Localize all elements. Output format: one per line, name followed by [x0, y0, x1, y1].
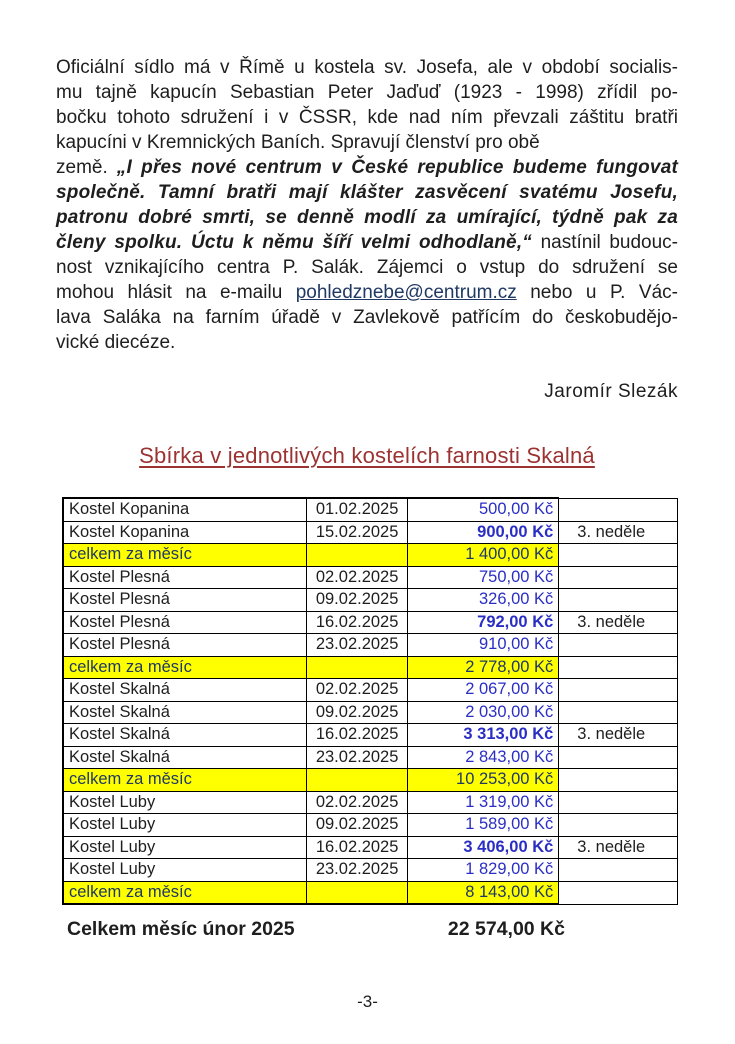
amount-cell: 8 143,00 Kč [408, 881, 559, 904]
church-cell: Kostel Luby [63, 859, 307, 882]
church-cell: Kostel Skalná [63, 701, 307, 724]
author-name: Jaromír Slezák [544, 381, 678, 402]
date-cell: 02.02.2025 [307, 566, 408, 589]
body-text: lava Saláka na farním úřadě v Zavlekově patřícím do českobudějo- [56, 307, 678, 328]
quote-text: „I přes nové centrum v České republice budeme fungovat [116, 157, 678, 178]
date-cell [307, 656, 408, 679]
table-row [63, 701, 678, 724]
month-total-amount: 22 574,00 Kč [447, 918, 565, 940]
body-text: země. [56, 157, 117, 178]
date-cell: 09.02.2025 [307, 589, 408, 612]
paragraph-line [56, 330, 678, 355]
church-cell: Kostel Skalná [63, 724, 307, 747]
date-cell [307, 769, 408, 792]
paragraph-line [56, 55, 678, 80]
table-row [63, 521, 678, 544]
date-cell [307, 544, 408, 567]
table-row [63, 791, 678, 814]
note-cell-empty [559, 634, 678, 657]
amount-cell: 500,00 Kč [408, 498, 559, 521]
page-number: -3- [357, 992, 378, 1011]
amount-cell: 2 067,00 Kč [408, 679, 559, 702]
church-cell: Kostel Plesná [63, 566, 307, 589]
paragraph-line [56, 155, 678, 180]
note-cell-empty [559, 769, 678, 792]
church-cell: Kostel Kopanina [63, 521, 307, 544]
body-text: mu tajně kapucín Sebastian Peter Jaďuď (1923 - 1998) zřídil po- [56, 82, 678, 103]
table-row [63, 769, 678, 792]
amount-cell: 2 778,00 Kč [408, 656, 559, 679]
date-cell: 16.02.2025 [307, 724, 408, 747]
note-cell-empty [559, 679, 678, 702]
table-row [63, 611, 678, 634]
date-cell [307, 881, 408, 904]
paragraph-line [56, 230, 678, 255]
month-total-label: Celkem měsíc únor 2025 [67, 918, 295, 940]
church-cell: Kostel Plesná [63, 611, 307, 634]
note-cell-empty [559, 881, 678, 904]
paragraph-line [56, 80, 678, 105]
amount-cell: 792,00 Kč [408, 611, 559, 634]
table-row [63, 679, 678, 702]
date-cell: 23.02.2025 [307, 746, 408, 769]
note-cell-empty [559, 746, 678, 769]
date-cell: 16.02.2025 [307, 611, 408, 634]
body-text: mohou hlásit na e-mailu [56, 282, 296, 303]
note-cell-empty [559, 859, 678, 882]
amount-cell: 1 589,00 Kč [408, 814, 559, 837]
table-row [63, 859, 678, 882]
date-cell: 02.02.2025 [307, 791, 408, 814]
table-row [63, 498, 678, 521]
church-cell: Kostel Luby [63, 814, 307, 837]
amount-cell: 750,00 Kč [408, 566, 559, 589]
date-cell: 09.02.2025 [307, 701, 408, 724]
body-text: kapucíni v Kremnických Baních. Spravují členství pro obě [56, 132, 540, 153]
body-text: nost vznikajícího centra P. Salák. Zájemci o vstup do sdružení se [56, 257, 678, 278]
note-cell-empty [559, 589, 678, 612]
amount-cell: 3 406,00 Kč [408, 836, 559, 859]
note-cell-empty [559, 566, 678, 589]
table-row [63, 589, 678, 612]
date-cell: 23.02.2025 [307, 859, 408, 882]
table-row [63, 836, 678, 859]
date-cell: 09.02.2025 [307, 814, 408, 837]
note-cell-empty [559, 791, 678, 814]
amount-cell: 10 253,00 Kč [408, 769, 559, 792]
email-link[interactable]: pohledznebe@centrum.cz [295, 282, 517, 303]
church-cell: Kostel Luby [63, 836, 307, 859]
table-row [63, 746, 678, 769]
third-sunday-note: 3. neděle [559, 836, 678, 859]
paragraph-line [56, 105, 678, 130]
table-row [63, 566, 678, 589]
quote-text: členy spolku. Úctu k němu šíří velmi odhodlaně,“ [56, 232, 533, 253]
amount-cell: 326,00 Kč [408, 589, 559, 612]
total-label-cell: celkem za měsíc [63, 544, 307, 567]
amount-cell: 1 319,00 Kč [408, 791, 559, 814]
collection-table-body [63, 498, 678, 904]
amount-cell: 910,00 Kč [408, 634, 559, 657]
paragraph-line [56, 280, 678, 305]
church-cell: Kostel Plesná [63, 589, 307, 612]
amount-cell: 900,00 Kč [408, 521, 559, 544]
third-sunday-note: 3. neděle [559, 611, 678, 634]
date-cell: 16.02.2025 [307, 836, 408, 859]
table-row [63, 544, 678, 567]
table-row [63, 634, 678, 657]
total-label-cell: celkem za měsíc [63, 769, 307, 792]
quote-text: patronu dobré smrti, se denně modlí za umírající, týdně pak za [56, 207, 678, 228]
body-text: vické diecéze. [56, 332, 176, 353]
amount-cell: 1 829,00 Kč [408, 859, 559, 882]
quote-text: společně. Tamní bratři mají klášter zasvěcení svatému Josefu, [56, 182, 678, 203]
note-cell-empty [559, 701, 678, 724]
paragraph-line [56, 180, 678, 205]
date-cell: 01.02.2025 [307, 498, 408, 521]
amount-cell: 2 030,00 Kč [408, 701, 559, 724]
date-cell: 23.02.2025 [307, 634, 408, 657]
church-cell: Kostel Luby [63, 791, 307, 814]
church-cell: Kostel Skalná [63, 746, 307, 769]
third-sunday-note: 3. neděle [559, 521, 678, 544]
total-label-cell: celkem za měsíc [63, 881, 307, 904]
church-cell: Kostel Plesná [63, 634, 307, 657]
date-cell: 02.02.2025 [307, 679, 408, 702]
third-sunday-note: 3. neděle [559, 724, 678, 747]
table-row [63, 724, 678, 747]
collection-table [62, 497, 678, 905]
note-cell-empty [559, 544, 678, 567]
table-row [63, 814, 678, 837]
paragraph-line [56, 130, 678, 155]
date-cell: 15.02.2025 [307, 521, 408, 544]
note-cell-empty [559, 814, 678, 837]
note-cell-empty [559, 498, 678, 521]
amount-cell: 1 400,00 Kč [408, 544, 559, 567]
body-text: nebo u P. Vác- [516, 282, 678, 303]
total-label-cell: celkem za měsíc [63, 656, 307, 679]
amount-cell: 3 313,00 Kč [408, 724, 559, 747]
paragraph-line [56, 305, 678, 330]
table-row [63, 656, 678, 679]
table-row [63, 881, 678, 904]
collection-heading: Sbírka v jednotlivých kostelích farnosti Skalná [139, 443, 595, 468]
body-text: nastínil budouc- [532, 232, 678, 253]
church-cell: Kostel Kopanina [63, 498, 307, 521]
note-cell-empty [559, 656, 678, 679]
paragraph-line [56, 255, 678, 280]
body-text: Oficiální sídlo má v Římě u kostela sv. Josefa, ale v období socialis- [56, 57, 678, 78]
amount-cell: 2 843,00 Kč [408, 746, 559, 769]
month-total-row [62, 918, 565, 941]
church-cell: Kostel Skalná [63, 679, 307, 702]
intro-paragraph [56, 55, 678, 355]
paragraph-line [56, 205, 678, 230]
body-text: bočku tohoto sdružení i v ČSSR, kde nad ním převzali záštitu bratři [56, 107, 678, 128]
